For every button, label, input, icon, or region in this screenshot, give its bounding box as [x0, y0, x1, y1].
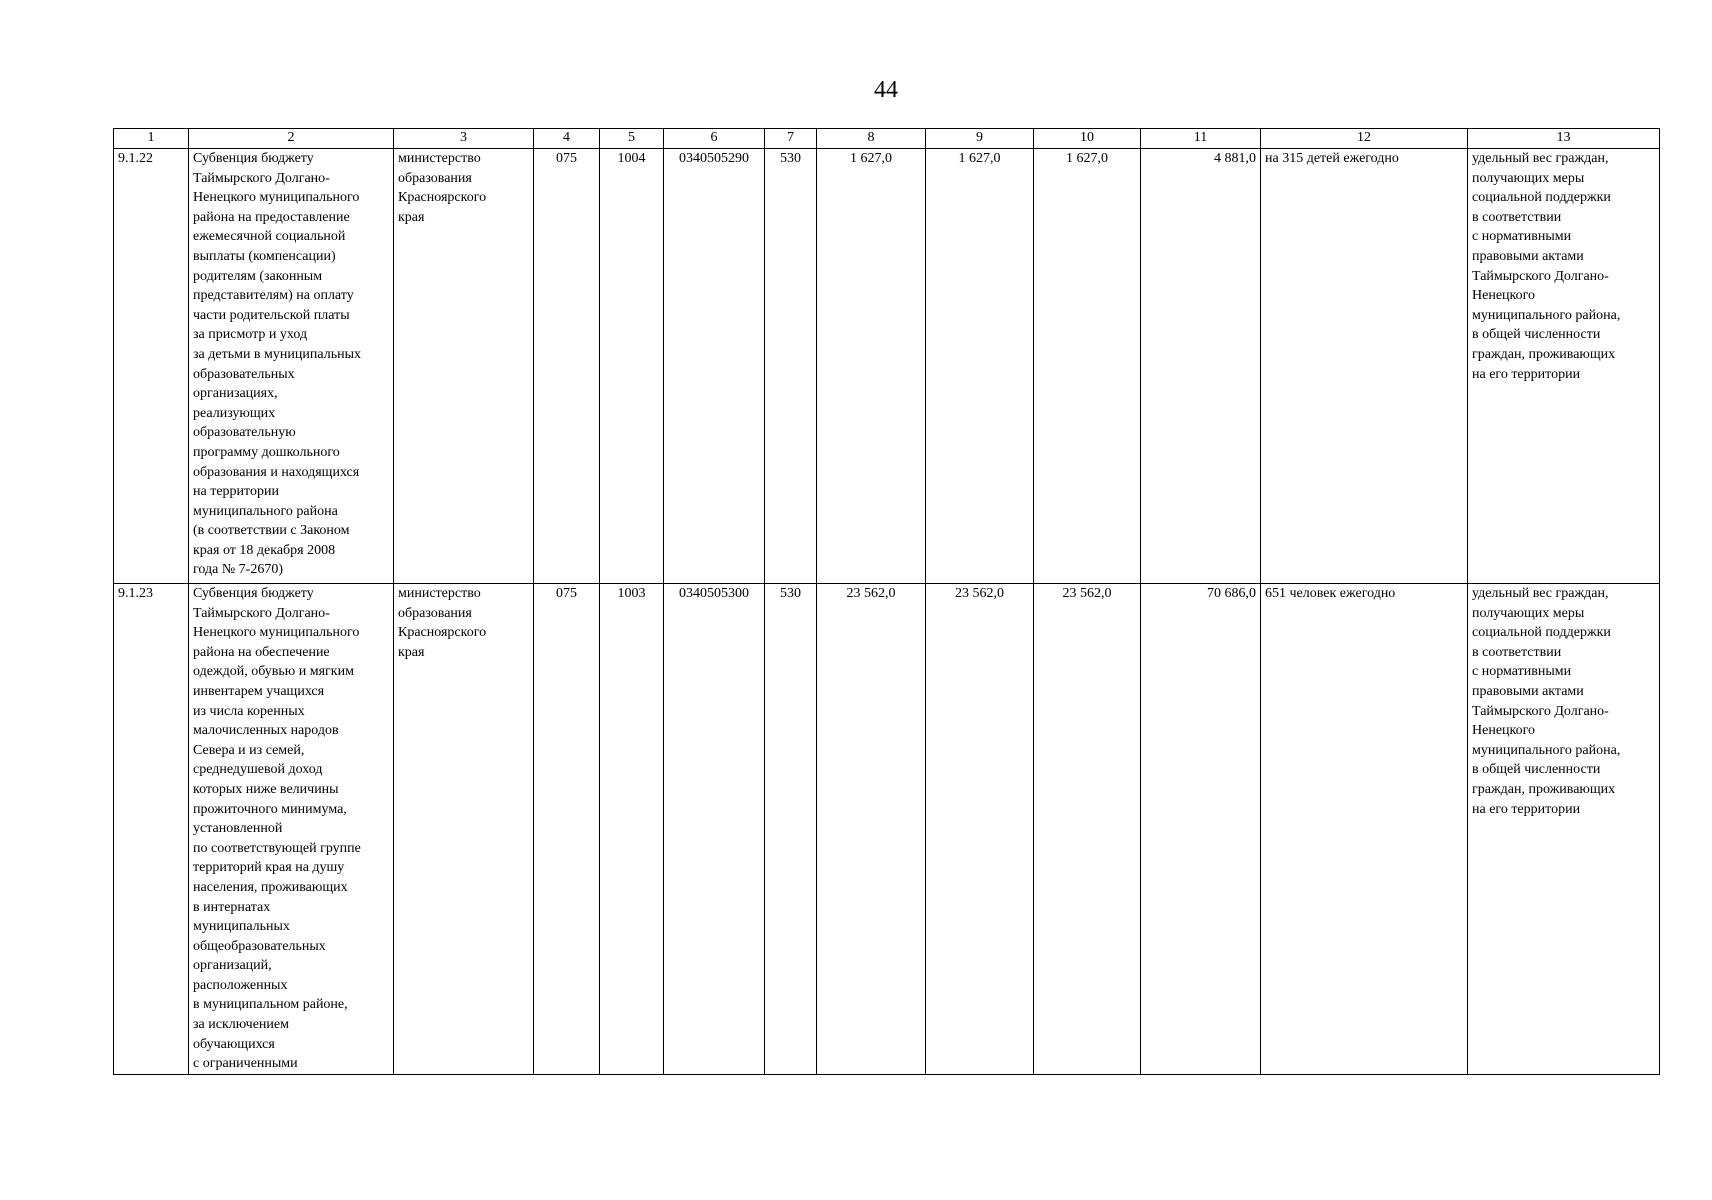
row-col-7: 530	[765, 584, 817, 1075]
header-row	[114, 129, 1660, 149]
header-col-11: 11	[1141, 129, 1261, 149]
row-col-4: 075	[534, 149, 600, 584]
row-col-10: 1 627,0	[1034, 149, 1141, 584]
row-administrator: министерство образования Красноярского края	[394, 584, 534, 1075]
row-col-8: 1 627,0	[817, 149, 926, 584]
row-col-12: 651 человек ежегодно	[1261, 584, 1468, 1075]
header-col-13: 13	[1468, 129, 1660, 149]
row-code: 9.1.22	[114, 149, 189, 584]
table-row	[114, 149, 1660, 584]
row-col-13: удельный вес граждан, получающих меры социальной поддержки в соответствии с нормативными правовыми актами Таймырского Долгано- Ненецкого муниципального района, в общей численности граждан, проживающих на его территории	[1468, 149, 1660, 584]
header-col-2: 2	[189, 129, 394, 149]
page-number: 44	[874, 77, 898, 103]
row-col-6: 0340505300	[664, 584, 765, 1075]
row-col-6: 0340505290	[664, 149, 765, 584]
header-col-3: 3	[394, 129, 534, 149]
row-col-5: 1004	[600, 149, 664, 584]
header-col-12: 12	[1261, 129, 1468, 149]
header-col-10: 10	[1034, 129, 1141, 149]
row-col-9: 1 627,0	[926, 149, 1034, 584]
header-col-6: 6	[664, 129, 765, 149]
row-col-8: 23 562,0	[817, 584, 926, 1075]
row-administrator: министерство образования Красноярского края	[394, 149, 534, 584]
table-row	[114, 584, 1660, 1075]
row-col-12: на 315 детей ежегодно	[1261, 149, 1468, 584]
header-col-5: 5	[600, 129, 664, 149]
table-header	[114, 129, 1660, 149]
header-col-7: 7	[765, 129, 817, 149]
row-col-11: 4 881,0	[1141, 149, 1261, 584]
row-col-9: 23 562,0	[926, 584, 1034, 1075]
budget-table	[113, 128, 1660, 1075]
header-col-8: 8	[817, 129, 926, 149]
row-col-4: 075	[534, 584, 600, 1075]
row-code: 9.1.23	[114, 584, 189, 1075]
row-description: Субвенция бюджету Таймырского Долгано- Ненецкого муниципального района на предоставление ежемесячной социальной выплаты (компенсации) родителям (законным представителям) на оплату части родительской платы за присмотр и уход за детьми в муниципальных образовательных организациях, реализующих образовательную программу дошкольного образования и находящихся на территории муниципального района (в соответствии с Законом края от 18 декабря 2008 года № 7-2670)	[189, 149, 394, 584]
row-description: Субвенция бюджету Таймырского Долгано- Ненецкого муниципального района на обеспечение одеждой, обувью и мягким инвентарем учащихся из числа коренных малочисленных народов Севера и из семей, среднедушевой доход которых ниже величины прожиточного минимума, установленной по соответствующей группе территорий края на душу населения, проживающих в интернатах муниципальных общеобразовательных организаций, расположенных в муниципальном районе, за исключением обучающихся с ограниченными	[189, 584, 394, 1075]
header-col-1: 1	[114, 129, 189, 149]
header-col-9: 9	[926, 129, 1034, 149]
row-col-10: 23 562,0	[1034, 584, 1141, 1075]
row-col-11: 70 686,0	[1141, 584, 1261, 1075]
row-col-7: 530	[765, 149, 817, 584]
row-col-13: удельный вес граждан, получающих меры социальной поддержки в соответствии с нормативными правовыми актами Таймырского Долгано- Ненецкого муниципального района, в общей численности граждан, проживающих на его территории	[1468, 584, 1660, 1075]
row-col-5: 1003	[600, 584, 664, 1075]
header-col-4: 4	[534, 129, 600, 149]
